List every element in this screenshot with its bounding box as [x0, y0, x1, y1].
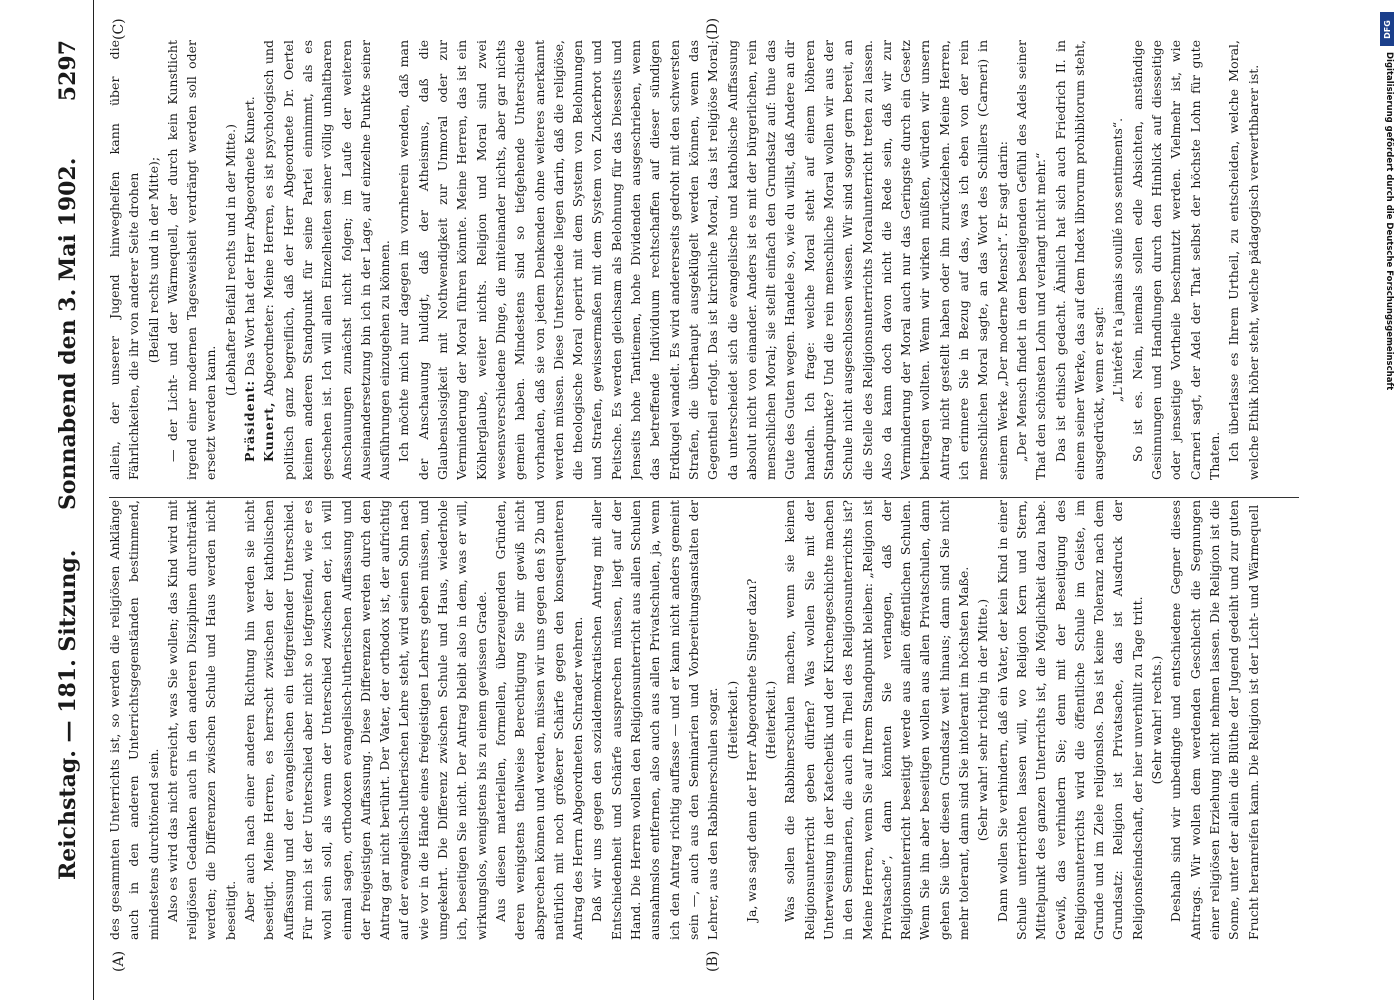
speaker-label-kunert: Kunert,: [261, 401, 277, 462]
scanned-page: [45, 0, 1345, 1000]
margin-marker-c: (C): [111, 18, 127, 40]
interjection: (Lebhafter Beifall rechts und in der Mitte.): [222, 123, 238, 397]
funding-note: Digitalisierung gefördert durch die Deutsche Forschungsgemeinschaft: [1384, 52, 1394, 391]
page-header: [45, 0, 94, 1000]
paragraph: So ist es. Nein, niemals sollen edle Absichten, anständige Gesinnungen und Handlungen durch den Hinblick auf diesseitige oder jenseitige Vortheile beschmutzt werden. Vielmehr ist, wie Carneri sagt, der Adel der That selbst der höchste Lohn für gute Thaten.: [1129, 40, 1222, 480]
quotation: „L'intérêt n'a jamais souillé nos sentiments“.: [1110, 117, 1126, 403]
paragraph: Was sollen die Rabbinerschulen machen, wenn sie keinen Religionsunterricht geben dürfen? Was wollen Sie mit der Unterweisung in der Katechetik und der Kirchengeschichte machen in den Seminarien, die auch ein Theil des Religionsunterrichts ist? Meine Herren, wenn Sie auf Ihrem Standpunkt bleiben: „Religion ist Privatsache“, dann könnten Sie verlangen, daß der Religionsunterricht beseitigt werde aus allen öffentlichen Schulen. Wenn Sie ihn aber beseitigen wollen aus allen Privatschulen, dann gehen Sie über diesen Grundsatz weit hinaus; dann sind Sie nicht mehr tolerant, dann sind Sie intolerant im höchsten Maße.: [782, 500, 972, 940]
header-session: Reichstag. — 181. Sitzung.: [55, 549, 81, 880]
speech-paragraph: [259, 40, 394, 480]
funding-sidebar: [1380, 12, 1394, 988]
right-column: [105, 40, 1305, 480]
interjection: (Sehr wahr! sehr richtig in der Mitte.): [975, 598, 991, 842]
interjection: (Heiterkeit.): [763, 680, 779, 760]
paragraph: Das ist ethisch gedacht. Ähnlich hat sich auch Friedrich II. in einem seiner Werke, das auf dem Index librorum prohibitorum steht, ausgedrückt, wenn er sagt:: [1052, 40, 1107, 480]
president-text: Das Wort hat der Herr Abgeordnete Kunert.: [242, 96, 258, 376]
margin-marker-d: (D): [705, 17, 721, 40]
interjection: (Sehr wahr! rechts.): [1149, 655, 1165, 785]
speaker-label-president: Präsident:: [242, 379, 258, 462]
quotation: „Der Mensch findet in dem beseligenden Gefühl des Adels seiner That den schönsten Lohn und verlangt nicht mehr.“: [1013, 40, 1049, 480]
paragraph: Also es wird das nicht erreicht, was Sie wollen; das Kind wird mit religiösen Gedanken auch in den anderen Disziplinen durchtränkt werden; die Differenzen zwischen Schule und Haus werden nicht beseitigt.: [164, 500, 238, 940]
margin-marker-a: (A): [111, 950, 127, 972]
speech-text: Meine Herren, es ist psychologisch und politisch ganz begreiflich, daß der Herr Abgeordnete Dr. Oertel keinen anderen Standpunkt für seine Partei einnimmt, als es geschehen ist. Ich will allen Einzelheiten seiner völlig unhaltbaren Anschauungen zunächst nicht folgen; im Laufe der weiteren Auseinandersetzung bin ich in der Lage, auf einzelne Punkte seiner Ausführungen einzugehen zu können.: [261, 40, 393, 480]
dfg-logo: DFG: [1380, 12, 1394, 46]
column-divider: [109, 497, 1299, 498]
interjection: (Beifall rechts und in der Mitte);: [145, 156, 161, 364]
margin-marker-b: (B): [705, 950, 721, 972]
header-date: Sonnabend den 3. Mai 1902.: [55, 157, 81, 510]
paragraph: Ja, was sagt denn der Herr Abgeordnete Singer dazu?: [743, 578, 759, 922]
paragraph: Deshalb sind wir unbedingte und entschiedene Gegner dieses Antrags. Wir wollen dem werdenden Geschlecht die Segnungen einer religiösen Erziehung nicht nehmen lassen. Die Religion ist die Sonne, unter der allein die Blüthe der Jugend gedeiht und zur guten Frucht heranreifen kann. Die Religion ist der Licht- und Wärmequell: [1168, 500, 1261, 940]
left-column: [105, 500, 1305, 940]
page-number: 5297: [55, 40, 81, 102]
paragraph: Ich möchte mich nur dagegen im vornherein wenden, daß man der Anschauung huldigt, daß der Atheismus, daß die Glaubenslosigkeit mit Nothwendigkeit zur Unmoral oder zur Verminderung der Moral führen könnte. Meine Herren, das ist ein Köhlerglaube, weiter nichts. Religion und Moral sind zwei wesensverschiedene Dinge, die miteinander nichts, aber gar nichts gemein haben. Mindestens sind so tiefgehende Unterschiede vorhanden, daß sie von jedem Denkenden ohne weiteres anerkannt werden müssen. Diese Unterschiede liegen darin, daß die religiöse, die theologische Moral operirt mit dem System von Belohnungen und Strafen, gewissermaßen mit dem System von Zuckerbrot und Peitsche. Es werden gleichsam als Belohnung für das Diesseits und Jenseits hohe Tantiemen, hohe Dividenden ausgeschrieben, wenn das betreffende Individuum rechtschaffen auf dieser sündigen Erdkugel wandelt. Es wird andererseits gedroht mit den schwersten Strafen, die überhaupt ausgeklügelt werden können, wenn das Gegentheil erfolgt. Das ist kirchliche Moral, das ist religiöse Moral; da unterscheidet sich die evangelische und katholische Auffassung absolut nicht von einander. Anders ist es mit der bürgerlichen, rein menschlichen Moral; sie stellt einfach den Grundsatz auf: thue das Gute des Guten wegen. Handele so, wie du willst, daß Andere an dir handeln. Ich frage: welche Moral steht auf einem höheren Standpunkte? Und die rein menschliche Moral wollen wir aus der Schule nicht ausgeschlossen wissen. Wir sind sogar gern bereit, an die Stelle des Religionsunterrichts Moralunterricht treten zu lassen. Also da kann doch davon nicht die Rede sein, daß wir zur Verminderung der Moral auch nur das Geringste durch ein Gesetz beitragen wollten. Wenn wir wirken müßten, würden wir unsern Antrag nicht gestellt haben oder ihn zurückziehen. Meine Herren, ich erinnere Sie in Bezug auf das, was ich eben von der rein menschlichen Moral sagte, an das Wort des Schillers (Carneri) in seinem Werke „Der moderne Mensch“. Er sagt darin:: [396, 40, 1010, 480]
paragraph: Aus diesen materiellen, formellen, überzeugenden Gründen, deren wenigstens theilweise Berechtigung Sie mir gewiß nicht absprechen können und werden, müssen wir uns gegen den § 2b und natürlich mit noch größerer Schärfe gegen den konsequenteren Antrag des Herrn Abgeordneten Schrader wehren.: [492, 500, 586, 940]
president-paragraph: [240, 40, 259, 480]
paragraph: allein, der unserer Jugend hinweghelfen kann über die Fährlichkeiten, die ihr von anderer Seite drohen: [107, 40, 142, 480]
paragraph: Dann wollen Sie verhindern, daß ein Vater, der kein Kind in einer Schule unterrichten lassen will, wo Religion Kern und Stern, Mittelpunkt des ganzen Unterrichts ist, die Möglichkeit dazu habe. Gewiß, das verhindern Sie; denn mit der Beseitigung des Religionsunterrichts wird die öffentliche Schule im Geiste, im Grunde und im Ziele religionslos. Das ist keine Toleranz nach dem Grundsatz: Religion ist Privatsache, das ist Ausdruck der Religionsfeindschaft, der hier unverhüllt zu Tage tritt.: [994, 500, 1145, 940]
paragraph: Aber auch nach einer anderen Richtung hin werden sie nicht beseitigt. Meine Herren, es herrscht zwischen der katholischen Auffassung und der evangelischen ein tiefgreifender Unterschied. Für mich ist der Unterschied aber nicht so tiefgreifend, wie er es wohl sein soll, als wenn der Unterschied zwischen der, ich will einmal sagen, orthodoxen evangelisch-lutherischen Auffassung und der freigeistigen Auffassung. Diese Differenzen werden durch den Antrag gar nicht berührt. Der Vater, der orthodox ist, der aufrichtig auf der evangelisch-lutherischen Lehre steht, wird seinen Sohn nach wie vor in die Hände eines freigeistigen Lehrers geben müssen, und umgekehrt. Die Differenz zwischen Schule und Haus, wiederhole ich, beseitigen Sie nicht. Der Antrag bleibt also in dem, was er will, wirkungslos, wenigstens bis zu einem gewissen Grade.: [242, 500, 489, 940]
interjection: (Heiterkeit.): [724, 680, 740, 760]
paragraph: Ich überlasse es Ihrem Urtheil, zu entscheiden, welche Moral, welche Ethik höher steht, welche pädagogisch verwerthbarer ist.: [1226, 40, 1261, 480]
speaker-role: Abgeordneter:: [261, 304, 277, 397]
paragraph: — der Licht- und der Wärmequell, der durch kein Kunstlicht irgend einer modernen Tagesweisheit verdrängt werden soll oder ersetzt werden kann.: [164, 40, 219, 480]
paragraph: Daß wir uns gegen den sozialdemokratischen Antrag mit aller Entschiedenheit und Schärfe aussprechen müssen, liegt auf der Hand. Die Herren wollen den Religionsunterricht aus allen Schulen ausnahmslos entfernen, also auch aus allen Privatschulen, ja, wenn ich den Antrag richtig auffasse — und er kann nicht anders gemeint sein —, auch aus den Seminarien und Vorbereitungsanstalten der Lehrer, aus den Rabbinerschulen sogar.: [589, 500, 721, 940]
paragraph: des gesammten Unterrichts ist, so werden die religiösen Anklänge auch in den anderen Unterrichtsgegenständen bestimmend, mindestens durchtönend sein.: [107, 500, 161, 940]
